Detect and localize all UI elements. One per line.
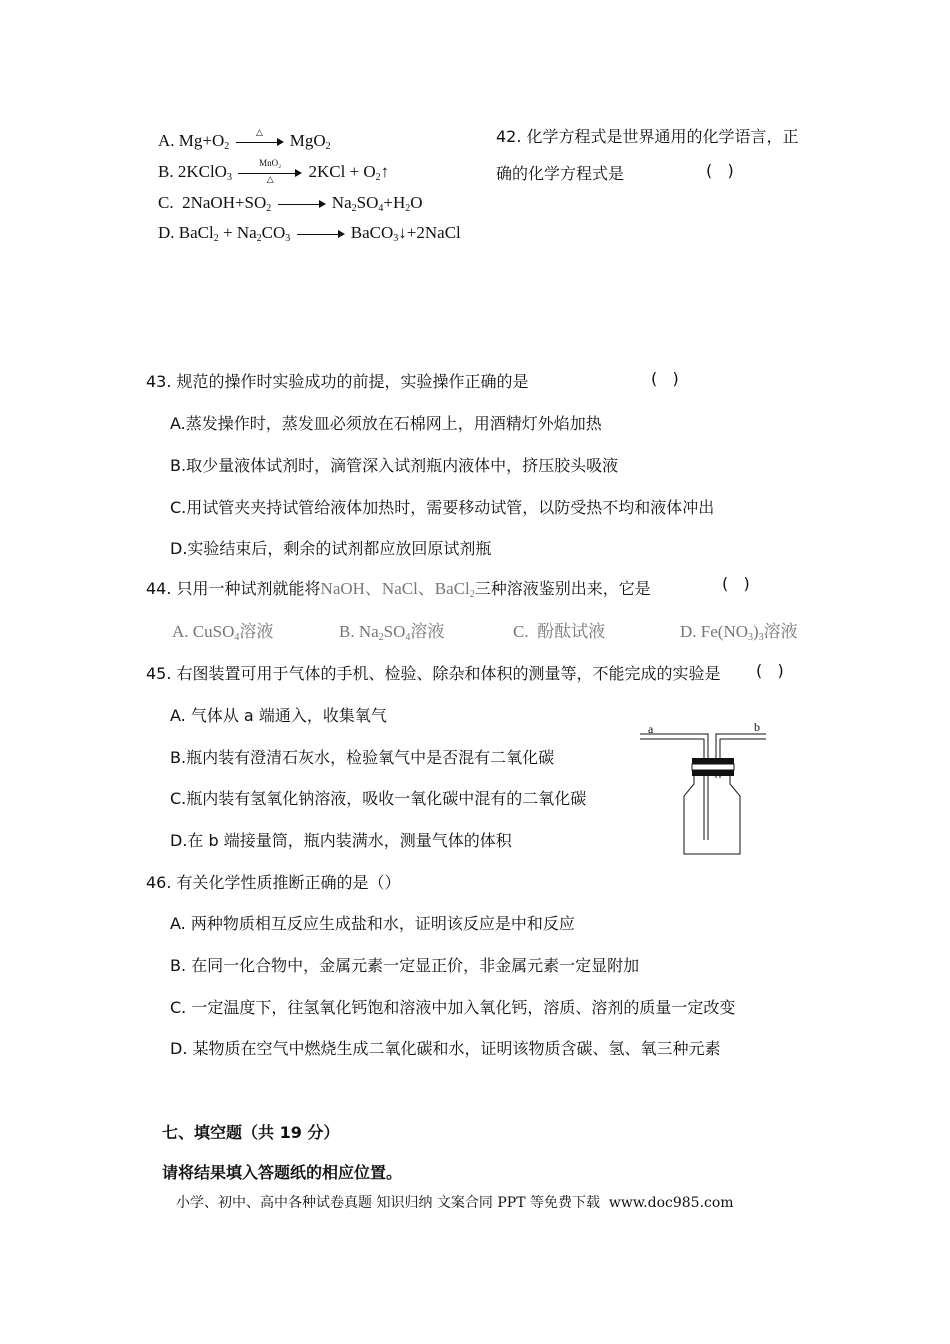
- q43-option-d: D.实验结束后，剩余的试剂都应放回原试剂瓶: [170, 539, 492, 558]
- q45-option-b: B.瓶内装有澄清石灰水，检验氧气中是否混有二氧化碳: [170, 748, 555, 767]
- q44-stem: 44. 只用一种试剂就能将NaOH、NaCl、BaCl$_2$三种溶液鉴别出来，它是: [146, 579, 651, 600]
- q43-answer-paren: ( ): [651, 369, 679, 388]
- q42-stem-line2: 确的化学方程式是: [496, 164, 625, 183]
- q46-option-d: D. 某物质在空气中燃烧生成二氧化碳和水，证明该物质含碳、氢、氧三种元素: [170, 1039, 721, 1058]
- q46-option-b: B. 在同一化合物中，金属元素一定显正价，非金属元素一定显附加: [170, 956, 640, 975]
- q43-stem: 43. 规范的操作时实验成功的前提，实验操作正确的是: [146, 372, 529, 391]
- footer-download-note: 小学、初中、高中各种试卷真题 知识归纳 文案合同 PPT 等免费下载 www.doc985.com: [176, 1195, 734, 1211]
- gas-bottle-icon: [640, 718, 770, 860]
- q43-option-b: B.取少量液体试剂时，滴管深入试剂瓶内液体中，挤压胶头吸液: [170, 456, 619, 475]
- q43-option-c: C.用试管夹夹持试管给液体加热时，需要移动试管，以防受热不均和液体冲出: [170, 498, 715, 517]
- q44-option-b: B. $Na_2SO_4$溶液: [339, 622, 445, 643]
- q44-reagents: NaOH、NaCl、BaCl$_2$: [320, 579, 475, 600]
- section-instruction: 请将结果填入答题纸的相应位置。: [162, 1163, 403, 1182]
- q45-option-c: C.瓶内装有氢氧化钠溶液，吸收一氧化碳中混有的二氧化碳: [170, 789, 587, 808]
- q42-stem-line1: 42. 化学方程式是世界通用的化学语言，正: [496, 127, 799, 146]
- q42-option-d: D. BaCl$_2$ + $Na_2CO_3$ BaCO$_3$↓+2NaCl: [158, 223, 461, 244]
- reaction-arrow-icon: [278, 195, 326, 213]
- q42-option-a: A. $Mg+O_2$ △ MgO$_2$: [158, 127, 331, 152]
- q45-option-a: A. 气体从 a 端通入，收集氧气: [170, 706, 387, 725]
- gas-bottle-diagram: [640, 718, 770, 860]
- q43-option-a: A.蒸发操作时，蒸发皿必须放在石棉网上，用酒精灯外焰加热: [170, 414, 602, 433]
- section-title: 七、填空题（共 19 分）: [162, 1123, 340, 1142]
- q42-answer-paren: ( ): [706, 161, 734, 180]
- tube-a-label: a: [648, 722, 654, 736]
- reaction-arrow-icon: △: [236, 133, 284, 151]
- reaction-arrow-icon: MnO₂ △: [238, 164, 302, 182]
- q46-stem: 46. 有关化学性质推断正确的是（）: [146, 873, 401, 892]
- q46-option-c: C. 一定温度下，往氢氧化钙饱和溶液中加入氧化钙，溶质、溶剂的质量一定改变: [170, 998, 736, 1017]
- q45-answer-paren: ( ): [756, 661, 784, 680]
- q44-option-d: D. $Fe(NO_3)_3$溶液: [680, 622, 798, 643]
- q42-option-b: B. 2KClO$_3$ MnO₂ △ $2KCl + O_2↑$: [158, 158, 390, 185]
- q44-option-c: C. 酚酞试液: [513, 622, 606, 641]
- reaction-arrow-icon: [297, 225, 345, 243]
- q45-stem: 45. 右图装置可用于气体的手机、检验、除杂和体积的测量等，不能完成的实验是: [146, 664, 721, 683]
- tube-b-label: b: [754, 720, 760, 734]
- q42-option-c: C. $2NaOH+SO_2$ $Na_2SO_4+H_2O$: [158, 193, 423, 214]
- q45-option-d: D.在 b 端接量筒，瓶内装满水，测量气体的体积: [170, 831, 512, 850]
- q46-option-a: A. 两种物质相互反应生成盐和水，证明该反应是中和反应: [170, 914, 575, 933]
- q44-option-a: A. CuSO$_4$溶液: [172, 622, 274, 643]
- q44-answer-paren: ( ): [722, 574, 750, 593]
